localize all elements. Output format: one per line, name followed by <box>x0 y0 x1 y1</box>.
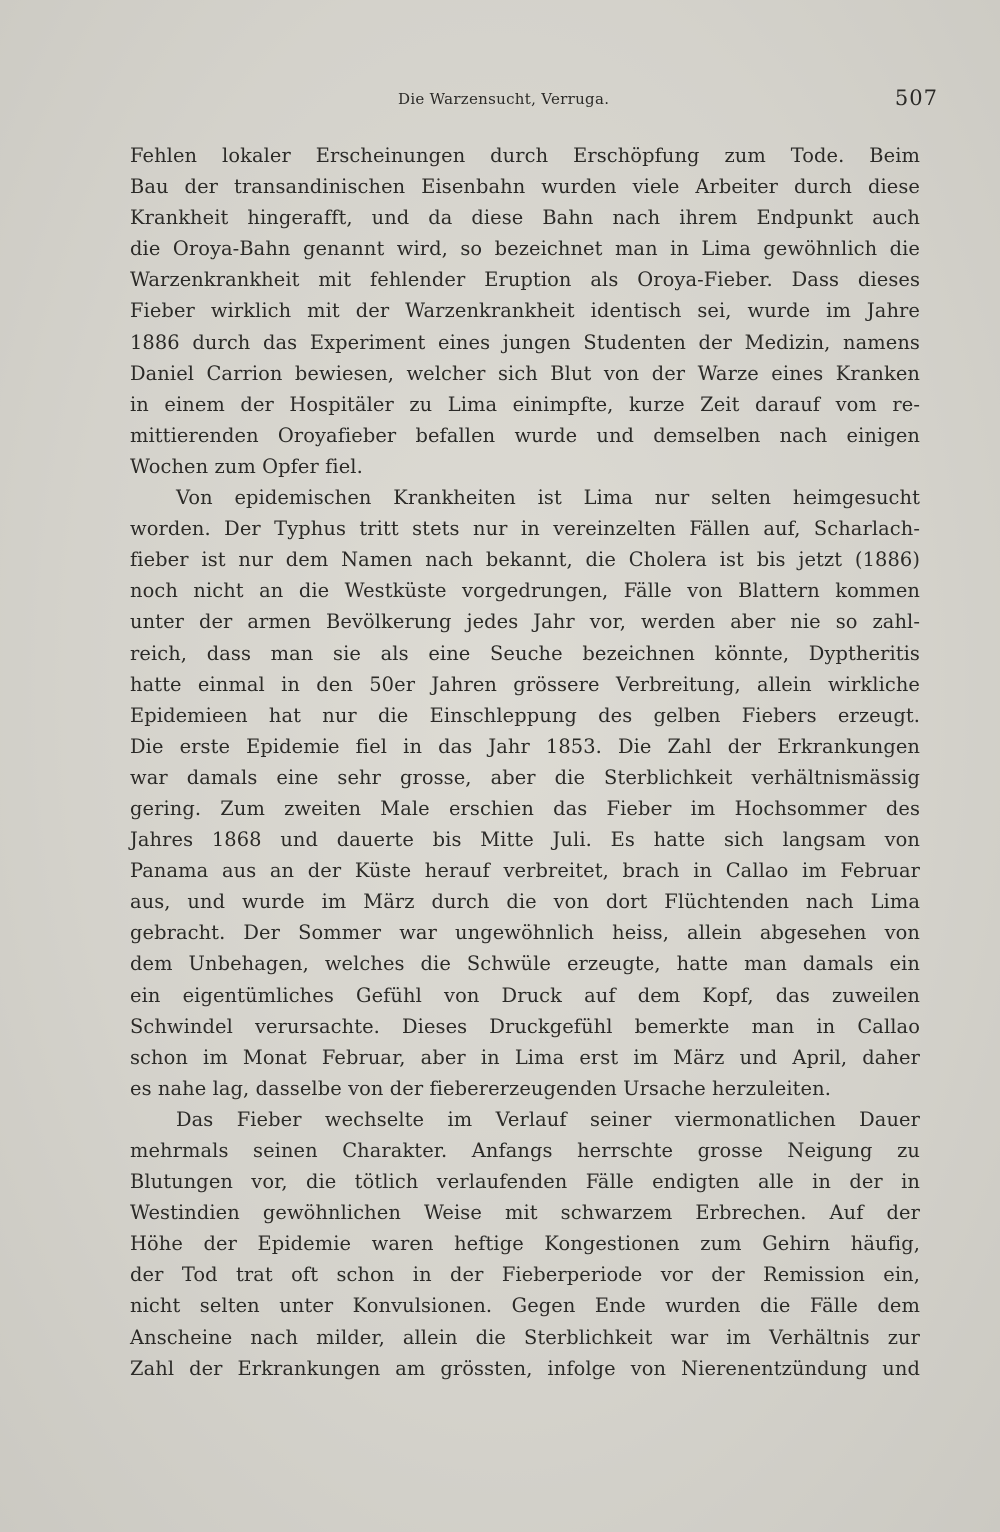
page-header <box>130 88 938 118</box>
text-line: aus, und wurde im März durch die von dort Flüchtenden nach Lima <box>130 890 920 914</box>
text-line: Panama aus an der Küste herauf verbreitet, brach in Callao im Februar <box>130 859 920 883</box>
text-line: es nahe lag, dasselbe von der fiebererzeugenden Ursache herzuleiten. <box>130 1076 831 1100</box>
text-line: nicht selten unter Konvulsionen. Gegen Ende wurden die Fälle dem <box>130 1294 920 1318</box>
text-line: Bau der transandinischen Eisenbahn wurden viele Arbeiter durch diese <box>130 175 920 199</box>
text-line: Daniel Carrion bewiesen, welcher sich Blut von der Warze eines Kranken <box>130 361 920 385</box>
page-number: 507 <box>894 86 938 110</box>
text-line: Krankheit hingerafft, und da diese Bahn nach ihrem Endpunkt auch <box>130 206 920 230</box>
text-line: Die erste Epidemie fiel in das Jahr 1853. Die Zahl der Erkrankungen <box>130 734 920 758</box>
text-line: noch nicht an die Westküste vorgedrungen, Fälle von Blattern kommen <box>130 579 920 603</box>
text-line: 1886 durch das Experiment eines jungen Studenten der Medizin, namens <box>130 330 920 354</box>
running-title: Die Warzensucht, Verruga. <box>398 90 610 108</box>
text-line: Blutungen vor, die tötlich verlaufenden Fälle endigten alle in der in <box>130 1170 920 1194</box>
text-line: mittierenden Oroyafieber befallen wurde und demselben nach einigen <box>130 423 920 447</box>
text-line: in einem der Hospitäler zu Lima einimpfte, kurze Zeit darauf vom re- <box>130 392 920 416</box>
text-line: Westindien gewöhnlichen Weise mit schwarzem Erbrechen. Auf der <box>130 1201 920 1225</box>
text-line: mehrmals seinen Charakter. Anfangs herrschte grosse Neigung zu <box>130 1139 920 1162</box>
text-line: gebracht. Der Sommer war ungewöhnlich heiss, allein abgesehen von <box>130 921 920 945</box>
text-line: der Tod trat oft schon in der Fieberperiode vor der Remission ein, <box>130 1263 920 1287</box>
text-line: Zahl der Erkrankungen am grössten, infolge von Nierenentzündung und <box>130 1356 920 1380</box>
text-line: ein eigentümliches Gefühl von Druck auf dem Kopf, das zuweilen <box>130 983 920 1007</box>
text-line: Schwindel verursachte. Dieses Druckgefühl bemerkte man in Callao <box>130 1014 920 1038</box>
text-line: Höhe der Epidemie waren heftige Kongestionen zum Gehirn häufig, <box>130 1232 920 1256</box>
text-line: schon im Monat Februar, aber in Lima erst im März und April, daher <box>130 1045 920 1069</box>
text-line: Fieber wirklich mit der Warzenkrankheit identisch sei, wurde im Jahre <box>130 299 920 323</box>
text-line: Wochen zum Opfer fiel. <box>130 454 363 478</box>
text-line: Epidemieen hat nur die Einschleppung des gelben Fiebers erzeugt. <box>130 703 920 727</box>
text-line: Das Fieber wechselte im Verlauf seiner viermonatlichen Dauer <box>176 1107 920 1131</box>
text-line: Fehlen lokaler Erscheinungen durch Erschöpfung zum Tode. Beim <box>130 144 920 167</box>
text-line: worden. Der Typhus tritt stets nur in vereinzelten Fällen auf, Scharlach- <box>130 517 920 541</box>
text-line: hatte einmal in den 50er Jahren grössere Verbreitung, allein wirkliche <box>130 672 920 696</box>
text-line: dem Unbehagen, welches die Schwüle erzeugte, hatte man damals ein <box>130 952 920 976</box>
text-line: unter der armen Bevölkerung jedes Jahr vor, werden aber nie so zahl- <box>130 610 920 634</box>
text-line: gering. Zum zweiten Male erschien das Fieber im Hochsommer des <box>130 796 920 820</box>
text-line: Anscheine nach milder, allein die Sterblichkeit war im Verhältnis zur <box>130 1325 920 1349</box>
body-text <box>130 140 920 1384</box>
text-line: Jahres 1868 und dauerte bis Mitte Juli. Es hatte sich langsam von <box>130 828 920 852</box>
text-line: reich, dass man sie als eine Seuche bezeichnen könnte, Dyptheritis <box>130 641 920 665</box>
text-line: Von epidemischen Krankheiten ist Lima nur selten heimgesucht <box>176 486 920 510</box>
text-line: Warzenkrankheit mit fehlender Eruption als Oroya-Fieber. Dass dieses <box>130 268 920 292</box>
text-line: war damals eine sehr grosse, aber die Sterblichkeit verhältnismässig <box>130 765 920 789</box>
text-line: die Oroya-Bahn genannt wird, so bezeichnet man in Lima gewöhnlich die <box>130 237 920 261</box>
text-line: fieber ist nur dem Namen nach bekannt, die Cholera ist bis jetzt (1886) <box>130 548 920 572</box>
